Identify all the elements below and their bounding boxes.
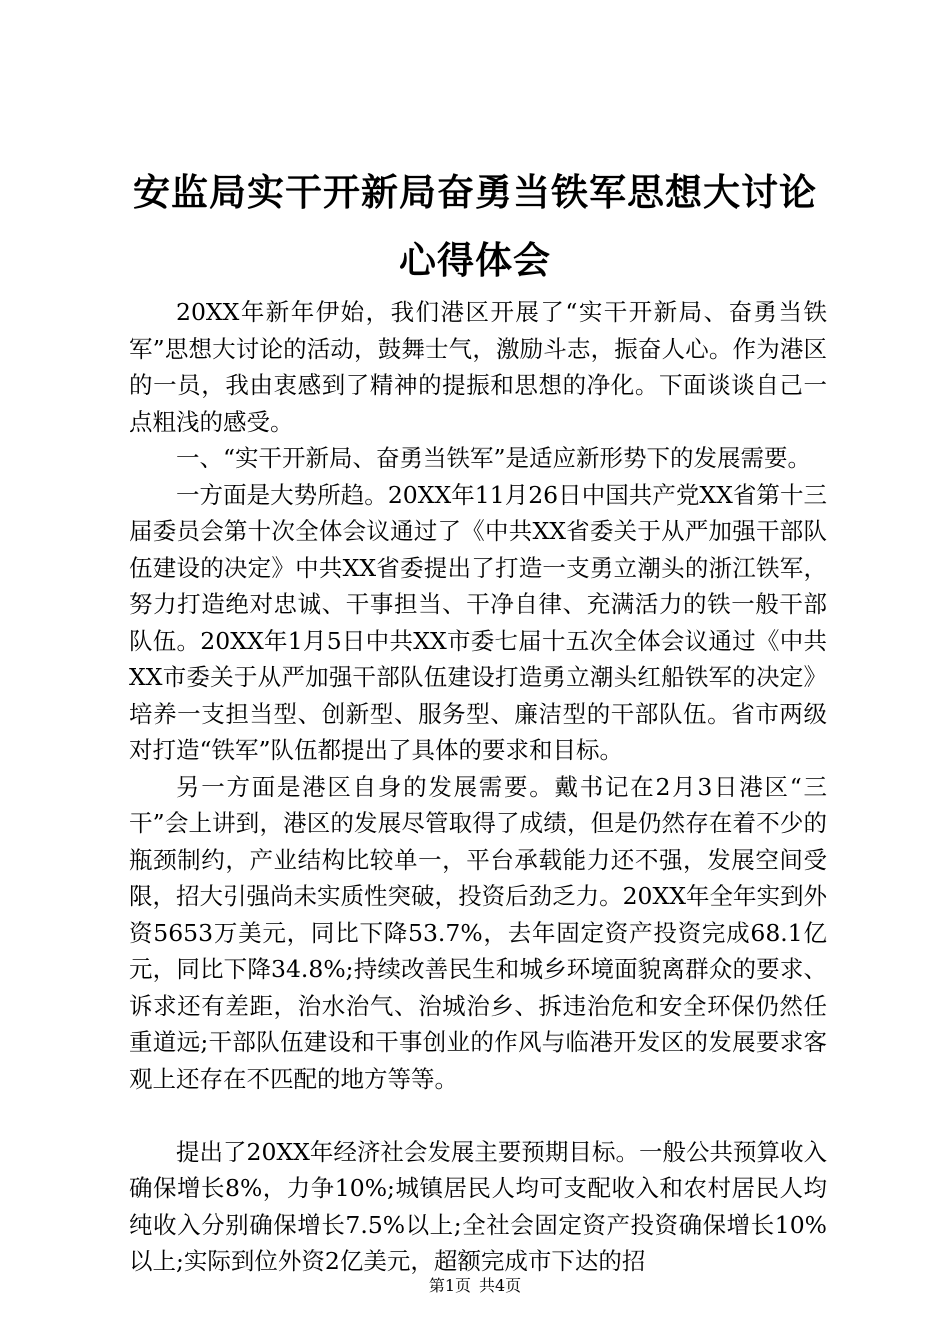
page-footer: [0, 1276, 950, 1296]
page-number: 第1页: [428, 1276, 471, 1295]
paragraph-trend: 一方面是大势所趋。20XX年11月26日中国共产党XX省第十三届委员会第十次全体会议通过了《中共XX省委关于从严加强干部队伍建设的决定》中共XX省委提出了打造一支勇立潮头的浙江铁军，努力打造绝对忠诚、干事担当、干净自律、充满活力的铁一般干部队伍。20XX年1月5日中共XX市委七届十五次全体会议通过《中共XX市委关于从严加强干部队伍建设打造勇立潮头红船铁军的决定》培养一支担当型、创新型、服务型、廉洁型的干部队伍。省市两级对打造“铁军”队伍都提出了具体的要求和目标。: [129, 480, 827, 764]
document-body: [129, 294, 827, 1280]
paragraph-targets: 提出了20XX年经济社会发展主要预期目标。一般公共预算收入确保增长8%，力争10%;城镇居民人均可支配收入和农村居民人均纯收入分别确保增长7.5%以上;全社会固定资产投资确保增长10%以上;实际到位外资2亿美元，超额完成市下达的招: [129, 1137, 827, 1275]
paragraph-port-needs: 另一方面是港区自身的发展需要。戴书记在2月3日港区“三干”会上讲到，港区的发展尽管取得了成绩，但是仍然存在着不少的瓶颈制约，产业结构比较单一，平台承载能力还不强，发展空间受限，招大引强尚未实质性突破，投资后劲乏力。20XX年全年实到外资5653万美元，同比下降53.7%，去年固定资产投资完成68.1亿元，同比下降34.8%;持续改善民生和城乡环境面貌离群众的要求、诉求还有差距，治水治气、治城治乡、拆违治危和安全环保仍然任重道远;干部队伍建设和干事创业的作风与临港开发区的发展要求客观上还存在不匹配的地方等等。: [129, 772, 827, 1093]
page-total: 共4页: [479, 1276, 522, 1295]
paragraph-intro: 20XX年新年伊始，我们港区开展了“实干开新局、奋勇当铁军”思想大讨论的活动，鼓舞士气，激励斗志，振奋人心。作为港区的一员，我由衷感到了精神的提振和思想的净化。下面谈谈自己一点粗浅的感受。: [129, 298, 827, 436]
document-title: 安监局实干开新局奋勇当铁军思想大讨论心得体会: [133, 170, 817, 282]
paragraph-section-heading: 一、“实干开新局、奋勇当铁军”是适应新形势下的发展需要。: [176, 444, 812, 472]
